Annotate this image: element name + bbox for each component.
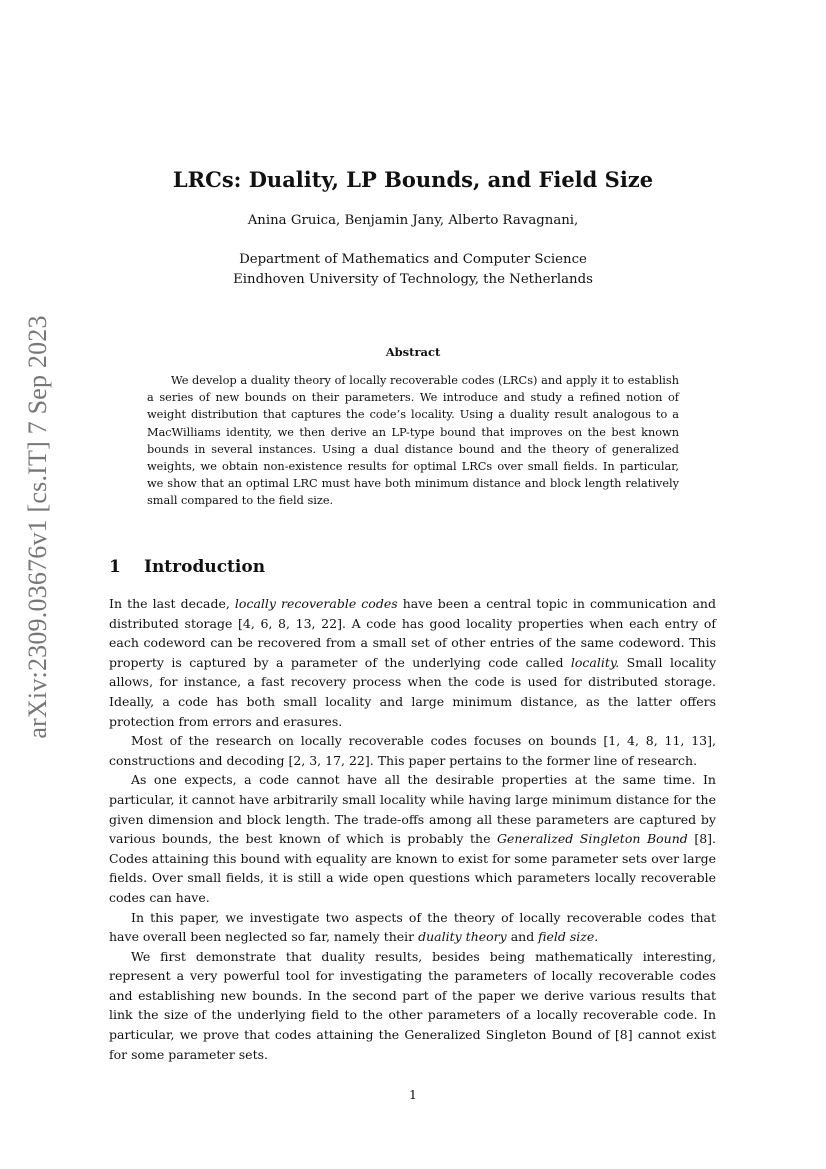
emphasis-term: field size. [538, 929, 599, 945]
section-heading [109, 557, 265, 577]
affiliation-university: Eindhoven University of Technology, the Netherlands [233, 272, 593, 287]
page-number: 1 [409, 1087, 417, 1102]
arxiv-stamp-text: arXiv:2309.03676v1 [cs.IT] 7 Sep 2023 [23, 315, 52, 739]
emphasis-term: locality. [570, 654, 620, 670]
abstract-text: We develop a duality theory of locally recoverable codes (LRCs) and apply it to establish a series of new bounds on their parameters. We introduce and study a refined notion of weight distribution that captures the code’s locality. Using a duality result analogous to a MacWilliams identity, we then derive an LP-type bound that improves on the best known bounds in several instances. Using a dual distance bound and the theory of generalized weights, we obtain non-existence results for optimal LRCs over small fields. In particular, we show that an optimal LRC must have both minimum distance and block length relatively small compared to the field size. [147, 374, 679, 508]
section-title: Introduction [144, 557, 266, 577]
paragraph: In this paper, we investigate two aspects of the theory of locally recoverable codes that have overall been neglected so far, namely their duality theory and field size. [109, 909, 716, 945]
affiliation-department: Department of Mathematics and Computer Science [239, 252, 587, 267]
emphasis-term: locally recoverable codes [234, 596, 398, 611]
paper-title: LRCs: Duality, LP Bounds, and Field Size [172, 167, 654, 192]
author-list: Anina Gruica, Benjamin Jany, Alberto Ravagnani, [247, 213, 579, 228]
paragraph: Most of the research on locally recoverable codes focuses on bounds [1, 4, 8, 11, 13], constructions and decoding [2, 3, 17, 22]. This paper pertains to the former line of research. [109, 733, 716, 768]
emphasis-term: Generalized Singleton Bound [497, 831, 688, 847]
section-number: 1 [109, 557, 121, 577]
paragraph: We first demonstrate that duality results, besides being mathematically interesting, represent a very powerful tool for investigating the parameters of locally recoverable codes and establishing new bounds. In the second part of the paper we derive various results that link the size of the underlying field to the other parameters of a locally recoverable code. In particular, we prove that codes attaining the Generalized Singleton Bound of [8] cannot exist for some parameter sets. [109, 948, 716, 1062]
emphasis-term: duality theory [418, 929, 507, 945]
abstract-heading: Abstract [385, 345, 441, 359]
introduction-body [109, 594, 716, 1064]
paragraph: As one expects, a code cannot have all the desirable properties at the same time. In particular, it cannot have arbitrarily small locality while having large minimum distance for the given dimension and block length. The trade-offs among all these parameters are captured by various bounds, the best known of which is probably the Generalized Singleton Bound [8]. Codes attaining this bound with equality are known to exist for some parameter sets over large fields. Over small fields, it is still a wide open questions which parameters locally recoverable codes can have. [109, 772, 717, 905]
paragraph: In the last decade, locally recoverable codes have been a central topic in communication and distributed storage [4, 6, 8, 13, 22]. A code has good locality properties when each entry of each codeword can be recovered from a small set of other entries of the same codeword. This property is captured by a parameter of the underlying code called locality. Small locality allows, for instance, a fast recovery process when the code is used for distributed storage. Ideally, a code has both small locality and large minimum distance, as the latter offers protection from errors and erasures. [109, 596, 717, 729]
